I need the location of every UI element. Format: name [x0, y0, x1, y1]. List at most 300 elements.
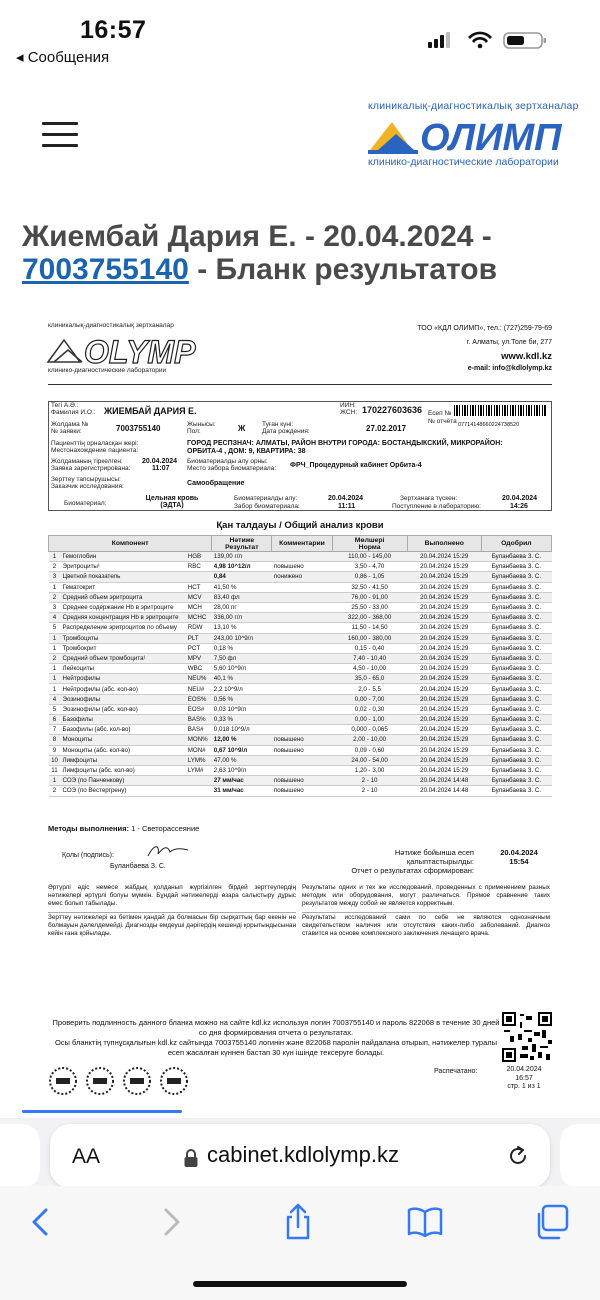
table-row [49, 725, 552, 735]
cell-result: 41,50 % [212, 582, 272, 592]
cell-result: 0,67 10^9/л [212, 745, 272, 755]
cell-norm: 1,20 - 3,00 [332, 765, 407, 775]
doc-logo [46, 332, 201, 368]
cell-result: 13,10 % [212, 623, 272, 633]
cell-comment [272, 582, 332, 592]
cell-norm: 24,00 - 54,00 [332, 755, 407, 765]
cell-result: 2,2 10^9/л [212, 684, 272, 694]
table-row [49, 623, 552, 633]
cell-no: 2 [49, 562, 61, 572]
cell-no: 1 [49, 633, 61, 643]
cell-comment [272, 653, 332, 663]
cell-no: 7 [49, 725, 61, 735]
cell-no: 10 [49, 755, 61, 765]
tabs-icon[interactable] [533, 1202, 573, 1242]
cell-no: 1 [49, 684, 61, 694]
table-row [49, 633, 552, 643]
printed-value: 20.04.2024 16:57 стр. 1 из 1 [506, 1066, 542, 1090]
cell-no: 9 [49, 745, 61, 755]
col-result: Нәтиже Результат [212, 536, 272, 552]
cell-comment [272, 623, 332, 633]
cell-approved: Буланбаева З. С. [481, 582, 551, 592]
cell-done: 20.04.2024 15:29 [407, 572, 481, 582]
col-norm: Мөлшері Норма [332, 536, 407, 552]
barcode-image [454, 405, 546, 416]
collection-place: ФРЧ_Процедурный кабинет Орбита-4 [290, 462, 422, 469]
cell-done: 20.04.2024 15:29 [407, 602, 481, 612]
cell-result: 336,00 г/л [212, 613, 272, 623]
cell-done: 20.04.2024 15:29 [407, 715, 481, 725]
cell-done: 20.04.2024 15:29 [407, 755, 481, 765]
cell-norm: 11,50 - 14,50 [332, 623, 407, 633]
table-row [49, 664, 552, 674]
cell-norm: 2 - 10 [332, 786, 407, 796]
lock-icon [183, 1148, 199, 1168]
label-iin: ИИН: [340, 402, 356, 409]
table-row [49, 745, 552, 755]
patient-name: ЖИЕМБАЙ ДАРИЯ Е. [104, 406, 197, 416]
cell-code: LYM% [186, 755, 212, 765]
cell-approved: Буланбаева З. С. [481, 715, 551, 725]
cell-component: Лейкоциты [61, 664, 186, 674]
label-dob-kz: Туған күні: [262, 421, 294, 428]
cell-code: MCV [186, 592, 212, 602]
cell-component: Эозинофилы (абс. кол-во) [61, 704, 186, 714]
col-component: Компонент [49, 536, 212, 552]
received-date: 20.04.2024 [502, 495, 538, 502]
cell-approved: Буланбаева З. С. [481, 633, 551, 643]
status-icons [428, 29, 553, 51]
cell-result: 40,1 % [212, 674, 272, 684]
cell-norm: 2,0 - 5,5 [332, 684, 407, 694]
cell-no: 5 [49, 704, 61, 714]
cell-no: 4 [49, 694, 61, 704]
cell-result: 0,56 % [212, 694, 272, 704]
cell-component: Средний объем эритроцита [61, 592, 186, 602]
cell-norm: 160,00 - 380,00 [332, 633, 407, 643]
registered-time: 11:07 [152, 465, 170, 472]
label-registered-ru: Заявка зарегистрирована: [51, 465, 131, 472]
cell-done: 20.04.2024 15:29 [407, 684, 481, 694]
cell-comment [272, 715, 332, 725]
cell-component: Базофилы (абс. кол-во) [61, 725, 186, 735]
cell-done: 20.04.2024 15:29 [407, 592, 481, 602]
cell-comment: повышено [272, 776, 332, 786]
cell-done: 20.04.2024 15:29 [407, 674, 481, 684]
prev-tab-pill[interactable] [0, 1124, 40, 1188]
table-row [49, 684, 552, 694]
cell-result: 83,40 фл [212, 592, 272, 602]
cell-no: 1 [49, 674, 61, 684]
org-email: e-mail: info@kdlolymp.kz [467, 365, 552, 372]
cell-norm: 0,000 - 0,065 [332, 725, 407, 735]
report-number: 07714148660224738520 [458, 422, 520, 428]
label-received-kz: Зертханаға түскен: [400, 495, 458, 502]
org-website: www.kdl.kz [501, 351, 552, 362]
table-row [49, 715, 552, 725]
results-table [48, 535, 552, 797]
label-order-ru: № заявки: [51, 428, 82, 435]
label-biomaterial: Биоматериал: [64, 500, 107, 507]
award-badges-image [48, 1066, 196, 1096]
col-done: Выполнено [407, 536, 481, 552]
cell-no: 4 [49, 613, 61, 623]
cell-code: HCT [186, 582, 212, 592]
cell-norm: 0,00 - 7,00 [332, 694, 407, 704]
cell-no: 6 [49, 715, 61, 725]
cell-component: Моноциты (абс. кол-во) [61, 745, 186, 755]
cell-code: NEU# [186, 684, 212, 694]
forward-chevron-icon[interactable] [150, 1202, 190, 1242]
cell-approved: Буланбаева З. С. [481, 643, 551, 653]
table-row [49, 643, 552, 653]
cell-done: 20.04.2024 15:29 [407, 582, 481, 592]
methods-note: Методы выполнения: 1 - Светорассеяние [48, 824, 200, 833]
cell-component: Гематокрит [61, 582, 186, 592]
doc-logo-text: OLYMP [84, 334, 196, 368]
cell-no: 3 [49, 572, 61, 582]
label-name-ru: Фамилия И.О.: [51, 409, 96, 416]
signature-image [146, 842, 190, 860]
org-line-2: г. Алматы, ул.Толе би, 277 [466, 339, 552, 346]
cell-component: Нейтрофилы [61, 674, 186, 684]
cell-component: Эритроциты¹ [61, 562, 186, 572]
cell-no: 1 [49, 664, 61, 674]
cell-component: Тромбокрит [61, 643, 186, 653]
qr-code-image [502, 1012, 552, 1062]
site-logo-text: ОЛИМП [420, 117, 562, 156]
cell-component: Средняя концентрация Hb в эритроците [61, 613, 186, 623]
table-row [49, 704, 552, 714]
cell-comment [272, 694, 332, 704]
doc-logo-caption-kz: клиникалық-диагностикалық зертханалар [48, 322, 174, 329]
report-formed-label: Нәтиже бойынша есеп қалыптастырылды: Отчет о результатах сформирован: [351, 848, 474, 875]
cell-code: MPV [186, 653, 212, 663]
cell-comment [272, 613, 332, 623]
cell-comment: повышено [272, 562, 332, 572]
cell-done: 20.04.2024 15:29 [407, 704, 481, 714]
col-comments: Комментарии [272, 536, 332, 552]
cell-component: Среднее содержание Hb в эритроците [61, 602, 186, 612]
cell-done: 20.04.2024 14:48 [407, 786, 481, 796]
cell-done: 20.04.2024 15:29 [407, 735, 481, 745]
cell-comment [272, 552, 332, 562]
cell-comment [272, 664, 332, 674]
cell-code: BAS% [186, 715, 212, 725]
wifi-icon [468, 32, 492, 49]
cell-component: Распределение эритроцитов по объему [61, 623, 186, 633]
cell-no: 1 [49, 776, 61, 786]
cell-comment: повышено [272, 745, 332, 755]
cell-result: 47,00 % [212, 755, 272, 765]
cell-result: 139,00 г/л [212, 552, 272, 562]
label-sex-kz: Жынысы: [187, 421, 216, 428]
table-row [49, 786, 552, 796]
cell-done: 20.04.2024 15:29 [407, 552, 481, 562]
cell-result: 31 мм/час [212, 786, 272, 796]
table-row [49, 602, 552, 612]
battery-icon [504, 33, 546, 48]
report-formed-value: 20.04.2024 15:54 [500, 848, 538, 866]
reload-icon[interactable] [505, 1143, 531, 1169]
table-row [49, 694, 552, 704]
cell-approved: Буланбаева З. С. [481, 765, 551, 775]
printed-label: Распечатано: [434, 1068, 478, 1075]
site-logo-caption-ru: клинико-диагностические лаборатории [368, 156, 559, 168]
cell-approved: Буланбаева З. С. [481, 786, 551, 796]
cell-norm: 2,00 - 10,00 [332, 735, 407, 745]
label-received-ru: Поступление в лабораторию: [392, 503, 481, 510]
cell-norm: 3,50 - 4,70 [332, 562, 407, 572]
cell-norm: 35,0 - 65,0 [332, 674, 407, 684]
cell-code [186, 572, 212, 582]
table-row [49, 572, 552, 582]
cell-no: 2 [49, 786, 61, 796]
order-number-link[interactable]: 7003755140 [22, 253, 189, 286]
cell-comment [272, 674, 332, 684]
label-place-ru: Место забора биоматериала: [187, 465, 277, 472]
cell-norm: 110,00 - 145,00 [332, 552, 407, 562]
cell-result: 0,018 10^9/л [212, 725, 272, 735]
label-report-ru: № отчёта [428, 418, 457, 425]
cell-no: 5 [49, 623, 61, 633]
cell-no: 2 [49, 592, 61, 602]
bookmarks-icon[interactable] [405, 1202, 445, 1242]
table-row [49, 674, 552, 684]
cell-norm: 0,02 - 0,30 [332, 704, 407, 714]
cell-result: 2,63 10^9/л [212, 765, 272, 775]
cell-result: 0,33 % [212, 715, 272, 725]
status-time: 16:57 [80, 16, 147, 44]
site-logo[interactable] [368, 114, 580, 156]
label-customer-kz: Зерттеу тапсырушысы: [51, 476, 121, 483]
cell-norm: 25,50 - 33,00 [332, 602, 407, 612]
cell-component: Лимфоциты [61, 755, 186, 765]
label-address-kz: Пациенттің орналасқан жері: [51, 440, 139, 447]
cell-component: СОЭ (по Вестергрену) [61, 786, 186, 796]
result-document [44, 318, 556, 1090]
cell-done: 20.04.2024 15:29 [407, 643, 481, 653]
order-number: 7003755140 [116, 424, 161, 433]
cell-norm: 32,50 - 41,50 [332, 582, 407, 592]
cell-approved: Буланбаева З. С. [481, 623, 551, 633]
org-line-1: ТОО «КДЛ ОЛИМП», тел.: (727)259-79-69 [417, 325, 552, 332]
cell-result: 7,50 фл [212, 653, 272, 663]
cell-component: Тромбоциты [61, 633, 186, 643]
table-row [49, 582, 552, 592]
table-row [49, 613, 552, 623]
cell-done: 20.04.2024 15:29 [407, 633, 481, 643]
cell-code: MCHC [186, 613, 212, 623]
collection-date: 20.04.2024 [328, 495, 364, 502]
cell-done: 20.04.2024 15:29 [407, 613, 481, 623]
patient-sex: Ж [238, 424, 246, 433]
cell-comment [272, 765, 332, 775]
col-approved: Одобрил [481, 536, 551, 552]
cell-code: MCH [186, 602, 212, 612]
cell-norm: 2 - 10 [332, 776, 407, 786]
patient-dob: 27.02.2017 [366, 424, 407, 433]
cell-code: NEU% [186, 674, 212, 684]
cell-done: 20.04.2024 15:29 [407, 664, 481, 674]
cell-approved: Буланбаева З. С. [481, 704, 551, 714]
cell-approved: Буланбаева З. С. [481, 745, 551, 755]
back-chevron-icon[interactable] [22, 1202, 62, 1242]
table-row [49, 653, 552, 663]
results-header-row [49, 536, 552, 552]
cell-no: 8 [49, 735, 61, 745]
notes-kz: Әртүрлі әдіс немесе жабдық қолданып жүргізілген бірдей зерттеулердің нәтижелері әртүрлі болуы мүмкін. Бұндай нәтижелерді өзара салыстыру дұрыс емес болып табылады. Зерттеу нәтижелері өз бетімен қандай да болмасын бір сырқаттың бар екенін не болмауын дәлелдемейді. Диагнозды емдеуші дәрігердің кешенді қорытындысынан кейін ғана қойылады. [48, 884, 296, 938]
cell-component: Нейтрофилы (абс. кол-во) [61, 684, 186, 694]
cell-done: 20.04.2024 15:29 [407, 562, 481, 572]
menu-hamburger-icon[interactable] [42, 122, 78, 148]
divider [48, 384, 552, 385]
site-logo-caption-kz: клиникалық-диагностикалық зертханалар [368, 100, 579, 112]
cell-result: 243,00 10^9/л [212, 633, 272, 643]
notes-ru: Результаты одних и тех же исследований, проведенных с применением разных методик или оборудования, могут различаться. Прямое сравнение таких результатов между собой не является корректным. Результаты исследований сами по себе не являются однозначным свидетельством наличия или отсутствия каких-либо заболеваний. Диагноз ставится на основе комплексного заключения лечащего врача. [302, 884, 550, 938]
biomaterial: Цельная кровь (ЭДТА) [145, 495, 199, 509]
cell-norm: 0,09 - 0,60 [332, 745, 407, 755]
patient-info-box [48, 401, 552, 511]
cell-approved: Буланбаева З. С. [481, 674, 551, 684]
home-indicator[interactable] [193, 1281, 407, 1287]
cell-norm: 76,00 - 91,00 [332, 592, 407, 602]
label-address-ru: Местонахождение пациента: [51, 447, 139, 454]
verification-note: Проверить подлинность данного бланка можно на сайте kdl.kz используя логин 7003755140 и пароль 822068 в течение 30 дней со дня формирования отчета о результатах. Осы бланктің түпнұсқалығын kdl.kz сайтында 7003755140 логинін және 822068 паролін пайдалана отырып, нәтижелер туралы есеп жасалған күннен бастап 30 күн ішінде тексеруге болады. [52, 1018, 500, 1057]
cell-approved: Буланбаева З. С. [481, 552, 551, 562]
cell-result: 0,03 10^9/л [212, 704, 272, 714]
cell-no: 1 [49, 582, 61, 592]
cell-done: 20.04.2024 15:29 [407, 745, 481, 755]
signature-label: Қолы (подпись): [62, 852, 114, 859]
cell-code: RBC [186, 562, 212, 572]
signal-icon [428, 32, 450, 48]
cell-no: 3 [49, 602, 61, 612]
page-load-indicator [22, 1110, 182, 1113]
cell-done: 20.04.2024 14:48 [407, 776, 481, 786]
cell-approved: Буланбаева З. С. [481, 755, 551, 765]
cell-code [186, 786, 212, 796]
cell-approved: Буланбаева З. С. [481, 776, 551, 786]
table-row [49, 765, 552, 775]
cell-norm: 0,15 - 0,40 [332, 643, 407, 653]
cell-approved: Буланбаева З. С. [481, 572, 551, 582]
cell-result: 5,60 10^9/л [212, 664, 272, 674]
cell-approved: Буланбаева З. С. [481, 735, 551, 745]
label-collection-kz: Биоматериалды алу: [234, 495, 298, 502]
cell-code [186, 776, 212, 786]
cell-code: PCT [186, 643, 212, 653]
cell-done: 20.04.2024 15:29 [407, 623, 481, 633]
cell-no: 1 [49, 643, 61, 653]
cell-component: Эозинофилы [61, 694, 186, 704]
table-row [49, 552, 552, 562]
url-text[interactable]: cabinet.kdlolymp.kz [207, 1142, 399, 1167]
cell-component: Лимфоциты (абс. кол-во) [61, 765, 186, 775]
cell-comment [272, 592, 332, 602]
cell-comment [272, 633, 332, 643]
cell-component: Гемоглобин [61, 552, 186, 562]
cell-code: WBC [186, 664, 212, 674]
cell-norm: 0,00 - 1,00 [332, 715, 407, 725]
cell-no: 1 [49, 552, 61, 562]
cell-norm: 0,86 - 1,05 [332, 572, 407, 582]
cell-code: BAS# [186, 725, 212, 735]
cell-comment [272, 602, 332, 612]
label-collection-ru: Забор биоматериала: [234, 503, 300, 510]
cell-approved: Буланбаева З. С. [481, 562, 551, 572]
cell-approved: Буланбаева З. С. [481, 653, 551, 663]
cell-component: Моноциты [61, 735, 186, 745]
table-row [49, 755, 552, 765]
cell-component: Базофилы [61, 715, 186, 725]
cell-result: 4,98 10^12/л [212, 562, 272, 572]
cell-done: 20.04.2024 15:29 [407, 765, 481, 775]
cell-result: 28,00 пг [212, 602, 272, 612]
cell-done: 20.04.2024 15:29 [407, 653, 481, 663]
label-registered-kz: Жолдаманың тіркелген: [51, 458, 123, 465]
cell-code: EOS# [186, 704, 212, 714]
signer-name: Буланбаева З. С. [110, 863, 166, 870]
cell-norm: 7,40 - 10,40 [332, 653, 407, 663]
cell-approved: Буланбаева З. С. [481, 684, 551, 694]
collection-time: 11:11 [338, 503, 356, 510]
patient-iin: 170227603636 [362, 405, 423, 415]
label-order-kz: Жолдама № [51, 421, 89, 428]
cell-norm: 322,00 - 368,00 [332, 613, 407, 623]
cell-component: Цветной показатель [61, 572, 186, 582]
cell-result: 12,00 % [212, 735, 272, 745]
cell-comment [272, 684, 332, 694]
share-icon[interactable] [278, 1202, 318, 1242]
cell-norm: 4,50 - 10,00 [332, 664, 407, 674]
doc-logo-caption-ru: клинико-диагностические лаборатории [48, 367, 167, 374]
label-place-kz: Биоматериалды алу орны: [187, 458, 268, 465]
table-row [49, 776, 552, 786]
cell-comment [272, 704, 332, 714]
reader-aa-button[interactable]: AA [72, 1145, 101, 1168]
label-sex-ru: Пол: [187, 428, 201, 435]
cell-code: MON% [186, 735, 212, 745]
registered-date: 20.04.2024 [142, 458, 178, 465]
cell-no: 2 [49, 653, 61, 663]
page-title: Жиембай Дария Е. - 20.04.2024 - 7003755140 - Бланк результатов [22, 220, 498, 286]
customer: Самообращение [187, 480, 245, 487]
cell-component: СОЭ (по Панченкову) [61, 776, 186, 786]
label-iin-2: ЖСН: [340, 409, 358, 416]
received-time: 14:26 [510, 503, 528, 510]
cell-approved: Буланбаева З. С. [481, 725, 551, 735]
cell-approved: Буланбаева З. С. [481, 592, 551, 602]
next-tab-pill[interactable] [560, 1124, 600, 1188]
cell-no: 11 [49, 765, 61, 775]
cell-code: EOS% [186, 694, 212, 704]
cell-approved: Буланбаева З. С. [481, 602, 551, 612]
section-title: Қан талдауы / Общий анализ крови [216, 520, 384, 531]
cell-comment [272, 725, 332, 735]
cell-result: 0,18 % [212, 643, 272, 653]
cell-comment: понижено [272, 572, 332, 582]
cell-result: 27 мм/час [212, 776, 272, 786]
cell-approved: Буланбаева З. С. [481, 694, 551, 704]
cell-code: MON# [186, 745, 212, 755]
table-row [49, 592, 552, 602]
cell-approved: Буланбаева З. С. [481, 664, 551, 674]
back-to-messages-link[interactable]: ◂ Сообщения [16, 49, 110, 66]
cell-comment: повышено [272, 786, 332, 796]
cell-comment: повышено [272, 735, 332, 745]
cell-comment [272, 643, 332, 653]
